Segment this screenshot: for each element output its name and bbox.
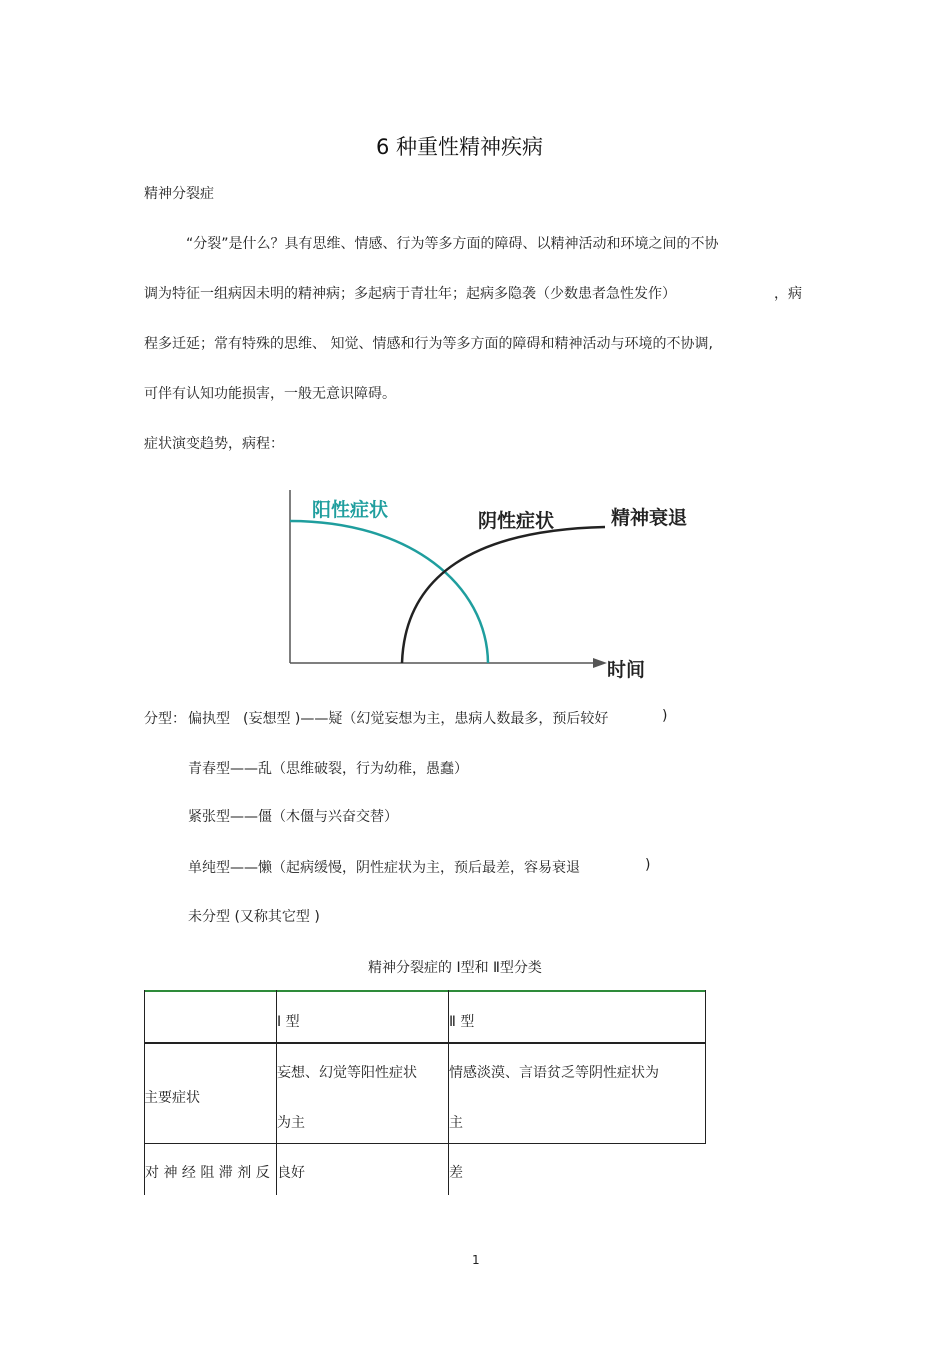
type-hebephrenic: 青春型——乱（思维破裂，行为幼稚，愚蠢）	[188, 761, 468, 777]
page-title: 6 种重性精神疾病	[376, 135, 544, 159]
table-cell: 为主	[277, 1115, 305, 1131]
negative-symptom-curve	[402, 527, 605, 663]
positive-symptom-label: 阳性症状	[312, 499, 389, 521]
paragraph-line: 程多迁延；常有特殊的思维、 知觉、情感和行为等多方面的障碍和精神活动与环境的不协调,	[144, 336, 713, 352]
page-number: 1	[472, 1253, 480, 1267]
table-cell: 主	[449, 1115, 463, 1131]
table-cell: 差	[449, 1165, 463, 1181]
type-paranoid-desc: (妄想型 )——疑（幻觉妄想为主，患病人数最多，预后较好	[243, 711, 609, 727]
table-row-label: 对 神 经 阻 滞 剂 反	[145, 1165, 270, 1181]
decline-label: 精神衰退	[611, 507, 688, 529]
table-col-border	[705, 1042, 706, 1144]
table-cell: 情感淡漠、言语贫乏等阴性症状为	[449, 1065, 659, 1081]
table-cell: 妄想、幻觉等阳性症状	[277, 1065, 417, 1081]
type-undifferentiated: 未分型 (又称其它型 )	[188, 909, 320, 925]
negative-symptom-label: 阴性症状	[478, 510, 555, 532]
paragraph-line: 调为特征一组病因未明的精神病；多起病于青壮年；起病多隐袭（少数患者急性发作）	[144, 286, 676, 302]
table-col-border	[705, 990, 706, 1044]
paragraph-line: “分裂”是什么？具有思维、情感、行为等多方面的障碍、以精神活动和环境之间的不协	[186, 236, 719, 252]
x-axis-arrow	[593, 658, 607, 668]
table-caption: 精神分裂症的 Ⅰ型和 Ⅱ型分类	[368, 960, 542, 976]
type-paranoid-close: )	[662, 708, 668, 724]
table-top-border	[144, 990, 706, 992]
trend-heading: 症状演变趋势，病程：	[144, 436, 284, 452]
section-heading: 精神分裂症	[144, 186, 214, 202]
types-intro: 分型：	[144, 711, 186, 727]
paragraph-line: 可伴有认知功能损害，一般无意识障碍。	[144, 386, 396, 402]
table-row-border	[144, 1143, 706, 1144]
table-header-border	[144, 1042, 706, 1044]
symptom-trend-figure	[285, 485, 688, 690]
classification-table	[144, 990, 706, 1195]
type-catatonic: 紧张型——僵（木僵与兴奋交替）	[188, 809, 398, 825]
time-axis-label: 时间	[607, 659, 646, 681]
type-paranoid: 偏执型	[188, 711, 230, 727]
type-simple-close: )	[645, 857, 651, 873]
table-header-type2: Ⅱ 型	[449, 1014, 475, 1030]
paragraph-line-end: ，病	[774, 286, 802, 302]
table-header-type1: Ⅰ 型	[277, 1014, 300, 1030]
table-row-label: 主要症状	[144, 1090, 200, 1106]
positive-symptom-curve	[290, 521, 488, 663]
type-simple: 单纯型——懒（起病缓慢，阴性症状为主，预后最差，容易衰退	[188, 860, 580, 876]
table-cell: 良好	[277, 1165, 305, 1181]
